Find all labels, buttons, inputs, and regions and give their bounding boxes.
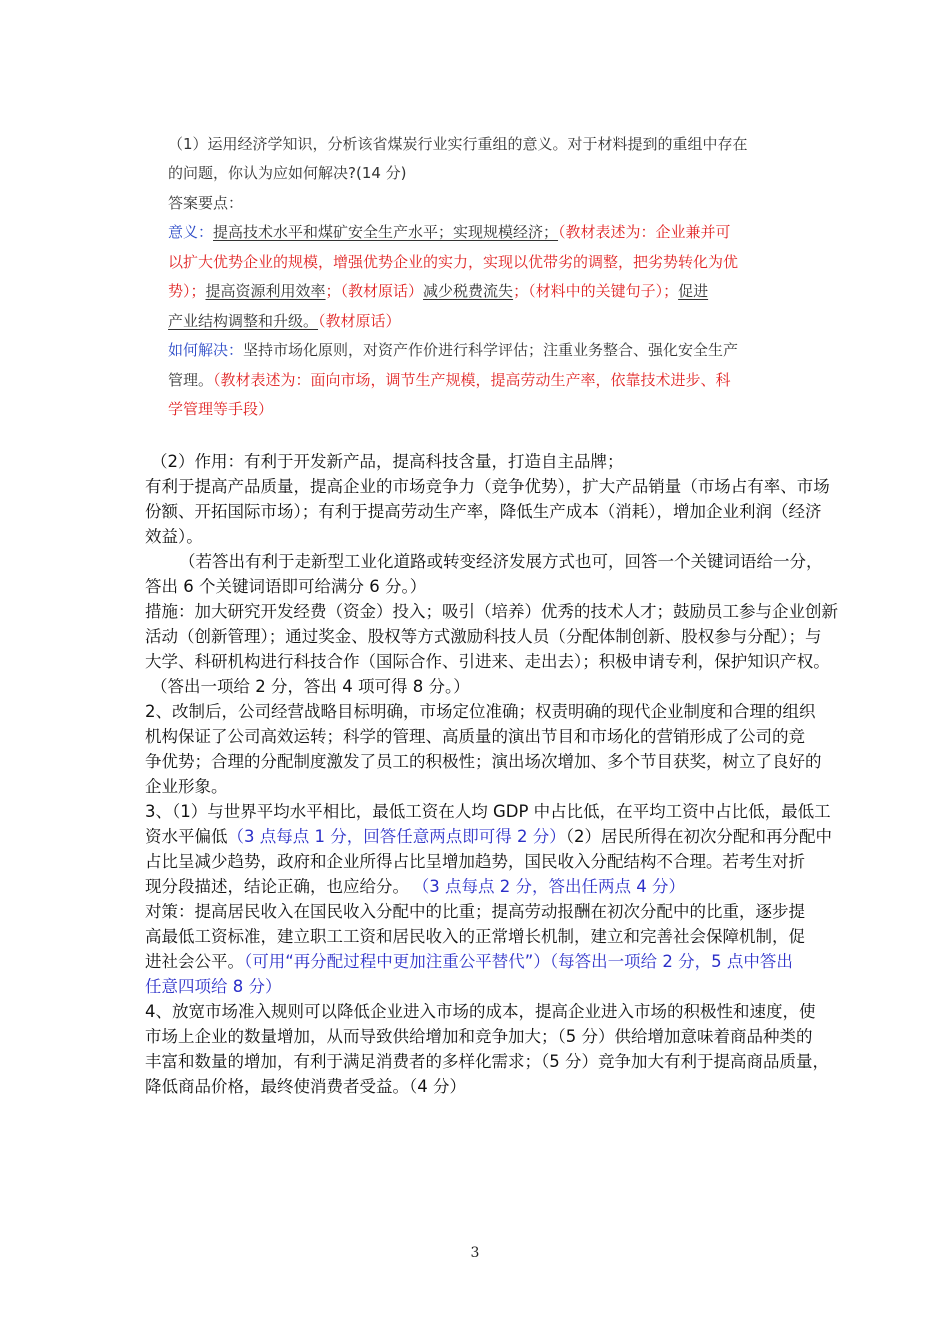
page-number: 3 <box>470 1245 480 1261</box>
para-2-line-1: （2）作用：有利于开发新产品，提高科技含量，打造自主品牌； <box>151 452 624 471</box>
solution-line-1: 如何解决：坚持市场化原则，对资产作价进行科学评估；注重业务整合、强化安全生产 <box>168 341 739 359</box>
question-1-line-2: 的问题，你认为应如何解决?(14 分) <box>168 164 407 182</box>
para-2-note-1: （若答出有利于走新型工业化道路或转变经济发展方式也可，回答一个关键词语给一分， <box>179 552 823 571</box>
measures-note: （答出一项给 2 分，答出 4 项可得 8 分。） <box>151 677 470 696</box>
significance-line-3: 势）；提高资源利用效率；（教材原话）减少税费流失；（材料中的关键句子）；促进 <box>168 282 709 300</box>
significance-line-1: 意义：提高技术水平和煤矿安全生产水平；实现规模经济；（教材表述为：企业兼并可 <box>168 223 731 241</box>
answer-4-line-2: 市场上企业的数量增加，从而导致供给增加和竞争加大；（5 分）供给增加意味着商品种类的 <box>145 1027 813 1046</box>
significance-line-4: 产业结构调整和升级。（教材原话） <box>168 312 401 330</box>
para-2-note-2: 答出 6 个关键词语即可给满分 6 分。） <box>145 577 427 596</box>
solution-line-3: 学管理等手段） <box>168 400 274 418</box>
answer-2-line-3: 争优势；合理的分配制度激发了员工的积极性；演出场次增加、多个节目获奖，树立了良好的 <box>145 752 822 771</box>
measures-line-1: 措施：加大研究开发经费（资金）投入；吸引（培养）优秀的技术人才；鼓励员工参与企业创新 <box>145 602 838 621</box>
significance-line-2: 以扩大优势企业的规模，增强优势企业的实力，实现以优带劣的调整，把劣势转化为优 <box>168 253 739 271</box>
solution-line-2: 管理。（教材表述为：面向市场，调节生产规模，提高劳动生产率，依靠技术进步、科 <box>168 371 731 389</box>
answer-4-line-4: 降低商品价格，最终使消费者受益。（4 分） <box>145 1077 466 1096</box>
answer-2-line-1: 2、改制后，公司经营战略目标明确，市场定位准确；权责明确的现代企业制度和合理的组织 <box>145 702 816 721</box>
countermeasure-line-2: 高最低工资标准，建立职工工资和居民收入的正常增长机制，建立和完善社会保障机制，促 <box>145 927 805 946</box>
answer-3-line-4: 现分段描述，结论正确，也应给分。 （3 点每点 2 分，答出任两点 4 分） <box>145 877 685 896</box>
countermeasure-line-3: 进社会公平。（可用“再分配过程中更加注重公平替代”）（每答出一项给 2 分，5 点中答出 <box>145 952 793 971</box>
countermeasure-line-4: 任意四项给 8 分） <box>145 977 282 996</box>
solution-label: 如何解决： <box>168 341 244 359</box>
answer-4-line-3: 丰富和数量的增加，有利于满足消费者的多样化需求；（5 分）竞争加大有利于提高商品质量， <box>145 1052 829 1071</box>
para-2-line-3: 份额、开拓国际市场）；有利于提高劳动生产率，降低生产成本（消耗），增加企业利润（经济 <box>145 502 822 521</box>
significance-label: 意义： <box>168 223 214 241</box>
answer-3-line-1: 3、（1）与世界平均水平相比，最低工资在人均 GDP 中占比低，在平均工资中占比低，最低工 <box>145 802 831 821</box>
measures-line-3: 大学、科研机构进行科技合作（国际合作、引进来、走出去）；积极申请专利，保护知识产权。 <box>145 652 830 671</box>
answer-4-line-1: 4、放宽市场准入规则可以降低企业进入市场的成本，提高企业进入市场的积极性和速度，使 <box>145 1002 816 1021</box>
answer-2-line-2: 机构保证了公司高效运转；科学的管理、高质量的演出节目和市场化的营销形成了公司的竞 <box>145 727 805 746</box>
question-1-line-1: （1）运用经济学知识，分析该省煤炭行业实行重组的意义。对于材料提到的重组中存在 <box>168 135 748 153</box>
para-2-line-4: 效益）。 <box>145 527 203 546</box>
answer-3-line-2: 资水平偏低（3 点每点 1 分，回答任意两点即可得 2 分）（2）居民所得在初次分配和再分配中 <box>145 827 832 846</box>
answer-3-line-3: 占比呈减少趋势，政府和企业所得占比呈增加趋势，国民收入分配结构不合理。若考生对折 <box>145 852 805 871</box>
measures-line-2: 活动（创新管理）；通过奖金、股权等方式激励科技人员（分配体制创新、股权参与分配）；与 <box>145 627 822 646</box>
para-2-line-2: 有利于提高产品质量，提高企业的市场竞争力（竞争优势），扩大产品销量（市场占有率、市场 <box>145 477 830 496</box>
embedded-answer-image <box>160 126 800 426</box>
countermeasure-line-1: 对策：提高居民收入在国民收入分配中的比重；提高劳动报酬在初次分配中的比重，逐步提 <box>145 902 805 921</box>
answer-2-line-4: 企业形象。 <box>145 777 228 796</box>
answer-header: 答案要点： <box>168 194 244 212</box>
